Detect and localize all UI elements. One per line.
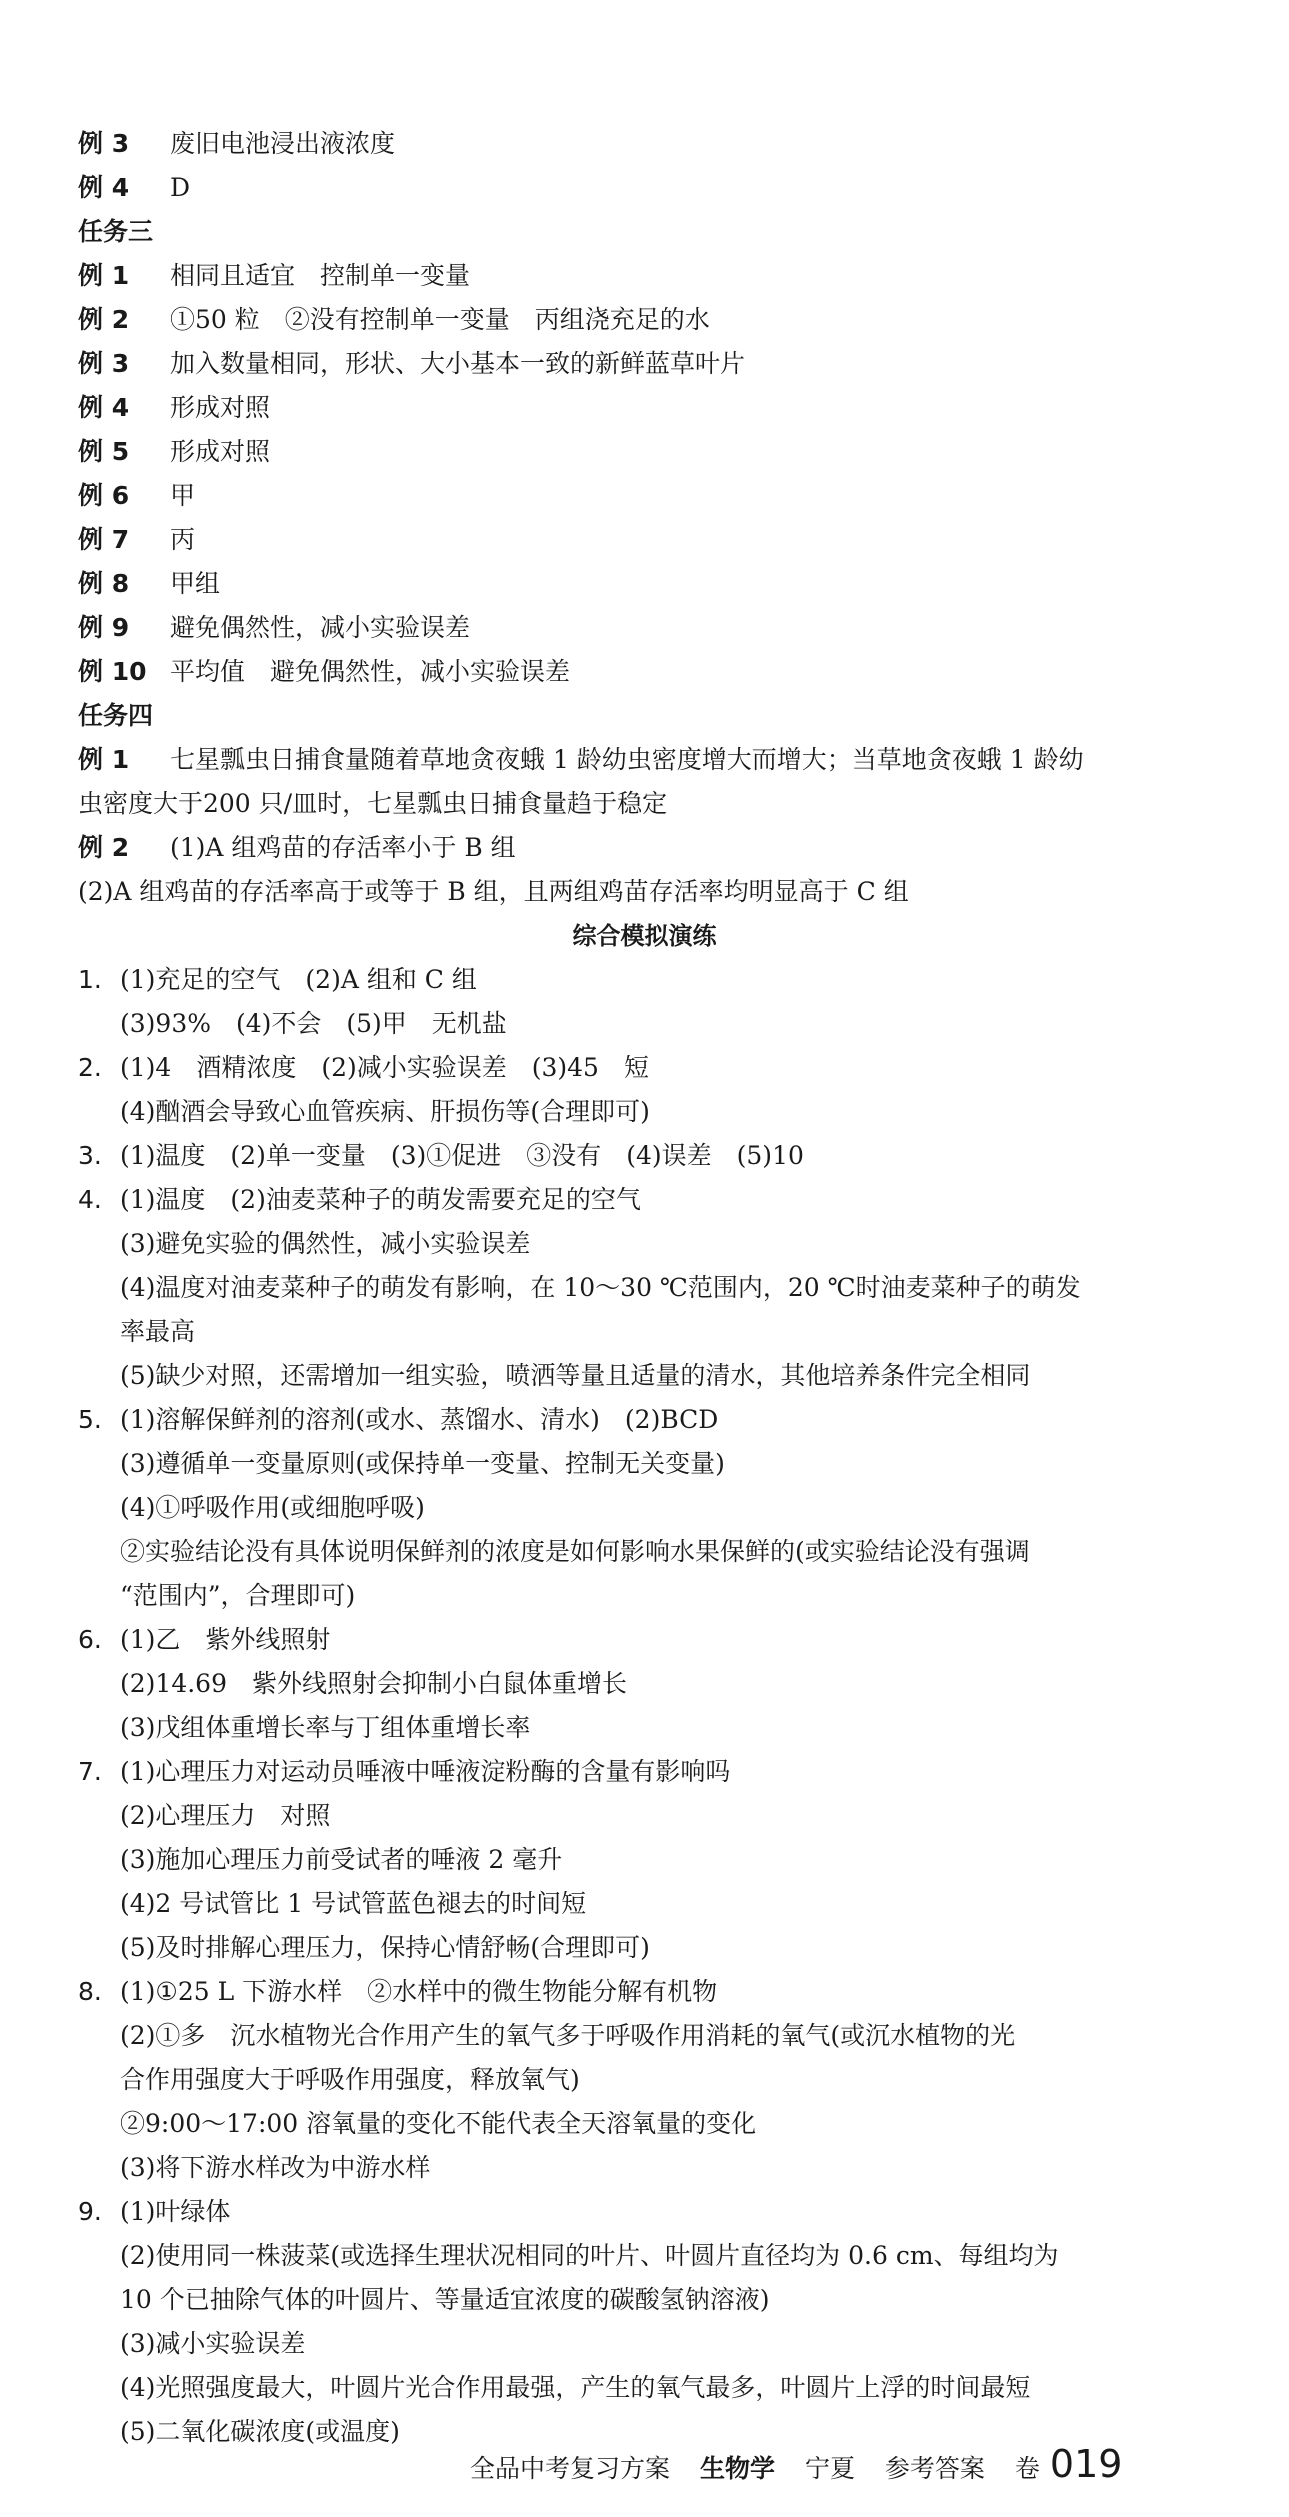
example-label: 例 9 [78, 613, 130, 642]
answer-text: (3)93% (4)不会 (5)甲 无机盐 [120, 1009, 507, 1038]
answer-text: (1)①25 L 下游水样 ②水样中的微生物能分解有机物 [120, 1977, 718, 2006]
example-text-continued: (2)A 组鸡苗的存活率高于或等于 B 组，且两组鸡苗存活率均明显高于 C 组 [78, 877, 909, 906]
answer-text: (3)避免实验的偶然性，减小实验误差 [120, 1229, 531, 1258]
answer-text: ②9:00～17:00 溶氧量的变化不能代表全天溶氧量的变化 [120, 2109, 757, 2138]
answer-text: (4)酗酒会导致心血管疾病、肝损伤等(合理即可) [120, 1097, 650, 1126]
answer-line [78, 1754, 1198, 1790]
answer-text: (5)二氧化碳浓度(或温度) [120, 2417, 400, 2446]
example-text: 形成对照 [170, 437, 271, 466]
example-line [78, 610, 1198, 646]
answer-text: (3)戊组体重增长率与丁组体重增长率 [120, 1713, 531, 1742]
example-label: 例 8 [78, 569, 130, 598]
question-number: 9. [78, 2197, 102, 2226]
answer-text: (3)减小实验误差 [120, 2329, 306, 2358]
example-text: 形成对照 [170, 393, 271, 422]
answer-text: “范围内”，合理即可) [120, 1581, 356, 1610]
section-heading-task4: 任务四 [78, 701, 154, 730]
answer-text: (3)施加心理压力前受试者的唾液 2 毫升 [120, 1845, 563, 1874]
example-label: 例 1 [78, 261, 130, 290]
example-line [78, 742, 1198, 778]
answer-text: (5)缺少对照，还需增加一组实验，喷洒等量且适量的清水，其他培养条件完全相同 [120, 1361, 1031, 1390]
answer-line [78, 1622, 1198, 1658]
answer-text: (1)充足的空气 (2)A 组和 C 组 [120, 965, 477, 994]
example-label: 例 2 [78, 305, 130, 334]
answer-text: (4)2 号试管比 1 号试管蓝色褪去的时间短 [120, 1889, 587, 1918]
answer-text: (1)温度 (2)油麦菜种子的萌发需要充足的空气 [120, 1185, 641, 1214]
example-label: 例 1 [78, 745, 130, 774]
example-line [78, 830, 1198, 866]
example-text: 丙 [170, 525, 196, 554]
answer-line [78, 962, 1198, 998]
footer-region: 宁夏 [804, 2454, 855, 2483]
page-number: 019 [1049, 2442, 1123, 2486]
example-line [78, 654, 1198, 690]
footer-series: 全品中考复习方案 [470, 2454, 671, 2483]
answer-line [78, 1402, 1198, 1438]
answer-text: (1)4 酒精浓度 (2)减小实验误差 (3)45 短 [120, 1053, 649, 1082]
example-text: D [170, 173, 191, 202]
question-number: 4. [78, 1185, 102, 1214]
answer-text: (4)温度对油麦菜种子的萌发有影响，在 10～30 ℃范围内，20 ℃时油麦菜种子的萌发 [120, 1273, 1081, 1302]
section-heading-task3: 任务三 [78, 217, 154, 246]
answer-text: (1)叶绿体 [120, 2197, 231, 2226]
question-number: 2. [78, 1053, 102, 1082]
example-text: 避免偶然性，减小实验误差 [170, 613, 471, 642]
example-text: (1)A 组鸡苗的存活率小于 B 组 [170, 833, 516, 862]
example-label: 例 2 [78, 833, 130, 862]
example-label: 例 3 [78, 349, 130, 378]
example-text: 甲 [170, 481, 196, 510]
footer-subject: 生物学 [699, 2454, 775, 2483]
example-label: 例 5 [78, 437, 130, 466]
example-text: 七星瓢虫日捕食量随着草地贪夜蛾 1 龄幼虫密度增大而增大；当草地贪夜蛾 1 龄幼 [170, 745, 1084, 774]
answer-text: (2)使用同一株菠菜(或选择生理状况相同的叶片、叶圆片直径均为 0.6 cm、每组均为 [120, 2241, 1059, 2270]
example-label: 例 3 [78, 129, 130, 158]
example-label: 例 6 [78, 481, 130, 510]
answer-line [78, 2194, 1198, 2230]
answer-line [78, 1050, 1198, 1086]
example-text-continued: 虫密度大于200 只/皿时，七星瓢虫日捕食量趋于稳定 [78, 789, 668, 818]
example-text: 甲组 [170, 569, 221, 598]
question-number: 3. [78, 1141, 102, 1170]
example-line [78, 566, 1198, 602]
answer-text: (2)心理压力 对照 [120, 1801, 331, 1830]
answer-line [78, 1138, 1198, 1174]
answer-text: 10 个已抽除气体的叶圆片、等量适宜浓度的碳酸氢钠溶液) [120, 2285, 770, 2314]
answer-text: (3)将下游水样改为中游水样 [120, 2153, 431, 2182]
page-footer [470, 2442, 1122, 2491]
answer-text: (5)及时排解心理压力，保持心情舒畅(合理即可) [120, 1933, 650, 1962]
example-line [78, 346, 1198, 382]
example-line [78, 302, 1198, 338]
question-number: 1. [78, 965, 102, 994]
example-text: 平均值 避免偶然性，减小实验误差 [170, 657, 571, 686]
answer-text: (1)溶解保鲜剂的溶剂(或水、蒸馏水、清水) (2)BCD [120, 1405, 719, 1434]
example-line [78, 390, 1198, 426]
example-label: 例 10 [78, 657, 147, 686]
answer-line [78, 1182, 1198, 1218]
question-number: 7. [78, 1757, 102, 1786]
answer-text: (4)①呼吸作用(或细胞呼吸) [120, 1493, 425, 1522]
question-number: 8. [78, 1977, 102, 2006]
example-label: 例 4 [78, 393, 130, 422]
answer-text: (4)光照强度最大，叶圆片光合作用最强，产生的氧气最多，叶圆片上浮的时间最短 [120, 2373, 1031, 2402]
example-label: 例 7 [78, 525, 130, 554]
answer-text: (2)14.69 紫外线照射会抑制小白鼠体重增长 [120, 1669, 627, 1698]
question-number: 5. [78, 1405, 102, 1434]
example-line [78, 126, 1198, 162]
footer-volume: 卷 [1014, 2454, 1040, 2483]
answer-text: (1)温度 (2)单一变量 (3)①促进 ③没有 (4)误差 (5)10 [120, 1141, 804, 1170]
example-text: 废旧电池浸出液浓度 [170, 129, 396, 158]
example-line [78, 258, 1198, 294]
answer-text: (1)乙 紫外线照射 [120, 1625, 331, 1654]
footer-section: 参考答案 [884, 2454, 985, 2483]
example-line [78, 478, 1198, 514]
answer-text: (3)遵循单一变量原则(或保持单一变量、控制无关变量) [120, 1449, 725, 1478]
answer-text: 合作用强度大于呼吸作用强度，释放氧气) [120, 2065, 580, 2094]
answer-text: ②实验结论没有具体说明保鲜剂的浓度是如何影响水果保鲜的(或实验结论没有强调 [120, 1537, 1030, 1566]
example-text: 加入数量相同，形状、大小基本一致的新鲜蓝草叶片 [170, 349, 746, 378]
example-line [78, 434, 1198, 470]
answer-text: (1)心理压力对运动员唾液中唾液淀粉酶的含量有影响吗 [120, 1757, 731, 1786]
answer-text: 率最高 [120, 1317, 196, 1346]
example-label: 例 4 [78, 173, 130, 202]
example-text: 相同且适宜 控制单一变量 [170, 261, 471, 290]
question-number: 6. [78, 1625, 102, 1654]
section-title-practice: 综合模拟演练 [572, 922, 717, 950]
answer-line [78, 1974, 1198, 2010]
example-line [78, 522, 1198, 558]
example-line [78, 170, 1198, 206]
example-text: ①50 粒 ②没有控制单一变量 丙组浇充足的水 [170, 305, 710, 334]
answer-text: (2)①多 沉水植物光合作用产生的氧气多于呼吸作用消耗的氧气(或沉水植物的光 [120, 2021, 1016, 2050]
